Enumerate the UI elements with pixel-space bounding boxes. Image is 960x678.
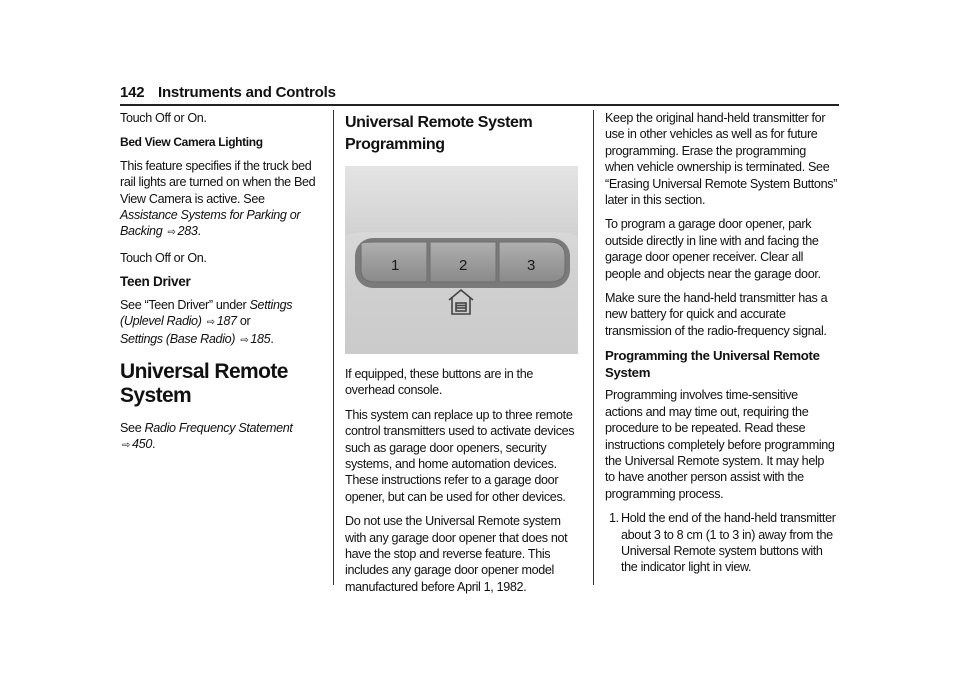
paragraph-replace-transmitters: This system can replace up to three remote control transmitters used to activate devices such as garage door openers, security systems, and home automation devices. These instructions refer to a garage door opener, but can be used for other devices. — [345, 407, 575, 504]
column-left — [120, 110, 325, 463]
page-arrow-icon: ⇨ — [167, 227, 176, 239]
paragraph-urs-see: See Radio Frequency Statement ⇨ 450. — [120, 420, 293, 452]
page-reference[interactable]: 450 — [132, 437, 152, 452]
page-arrow-icon: ⇨ — [206, 317, 215, 329]
paragraph-text: This feature specifies if the truck bed rail lights are turned on when the Bed View Camera is active. See — [120, 158, 316, 206]
page-number: 142 — [120, 84, 145, 101]
page-header — [120, 82, 839, 106]
paragraph-touch-off-on-2: Touch Off or On. — [120, 250, 207, 265]
paragraph-teen-driver: See “Teen Driver” under Settings (Uplevel Radio) ⇨ 187 or Settings (Base Radio) ⇨ 185. — [120, 297, 293, 347]
button-2-label: 2 — [459, 257, 467, 274]
page-reference[interactable]: 185 — [250, 332, 271, 347]
list-item — [605, 510, 837, 576]
page-arrow-icon: ⇨ — [240, 335, 249, 347]
column-divider-left — [333, 110, 334, 585]
heading-programming-urs: Programming the Universal Remote System — [605, 348, 820, 381]
overhead-console-photo — [345, 166, 578, 354]
page-arrow-icon: ⇨ — [122, 440, 131, 452]
paragraph-to-program: To program a garage door opener, park outside directly in line with and facing the garage door opener receiver. Clear all people and objects near the garage door. — [605, 217, 821, 281]
cross-reference-link[interactable]: Settings (Base Radio) — [120, 332, 236, 347]
cross-reference-link[interactable]: Settings (Uplevel Radio) — [120, 297, 293, 329]
column-divider-right — [593, 110, 594, 585]
step-number: 1. — [609, 511, 619, 526]
paragraph-text: See “Teen Driver” under — [120, 297, 250, 312]
paragraph-programming-involves: Programming involves time-sensitive actions and may time out, requiring the procedure to be repeated. Read these instructions completely before programming the Universal Remote system. It may help to have another person assist with the programming process. — [605, 388, 835, 501]
cross-reference-link[interactable]: Assistance Systems for Parking or Backing — [120, 208, 301, 239]
column-right — [605, 110, 837, 576]
paragraph-if-equipped: If equipped, these buttons are in the overhead console. — [345, 367, 533, 398]
page-reference[interactable]: 283 — [177, 224, 198, 239]
button-3-label: 3 — [527, 257, 535, 274]
heading-urs-programming: Universal Remote System Programming — [345, 114, 533, 153]
paragraph-text: or — [236, 314, 251, 329]
paragraph-text: See — [120, 420, 145, 435]
heading-universal-remote-system: Universal Remote System — [120, 359, 288, 407]
chapter-title: Instruments and Controls — [158, 84, 336, 101]
heading-teen-driver: Teen Driver — [120, 274, 191, 290]
cross-reference-link[interactable]: Radio Frequency Statement — [144, 420, 293, 435]
button-1-label: 1 — [391, 257, 399, 274]
paragraph-do-not-use: Do not use the Universal Remote system with any garage door opener that does not have the stop and reverse feature. This includes any garage door opener model manufactured before April 1, 1982. — [345, 514, 568, 594]
column-middle — [345, 110, 580, 603]
paragraph-keep-original: Keep the original hand-held transmitter for use in other vehicles as well as for future programming. Erase the programming when vehicle ownership is terminated. See “Erasing Universal Remote System Buttons” later in this section. — [605, 111, 838, 208]
subheading-bed-view-lighting: Bed View Camera Lighting — [120, 135, 263, 150]
paragraph-touch-off-on: Touch Off or On. — [120, 111, 207, 125]
page-reference[interactable]: 187 — [216, 314, 237, 329]
programming-steps-list — [605, 510, 837, 576]
paragraph-bed-view: This feature specifies if the truck bed rail lights are turned on when the Bed View Camera is active. See Assistance Systems for Parking or Backing ⇨ 283. — [120, 158, 316, 239]
step-text: Hold the end of the hand-held transmitter about 3 to 8 cm (1 to 3 in) away from the Universal Remote system buttons with the indicator light in view. — [621, 511, 836, 575]
paragraph-battery: Make sure the hand-held transmitter has a new battery for quick and accurate transmission of the radio-frequency signal. — [605, 291, 828, 338]
